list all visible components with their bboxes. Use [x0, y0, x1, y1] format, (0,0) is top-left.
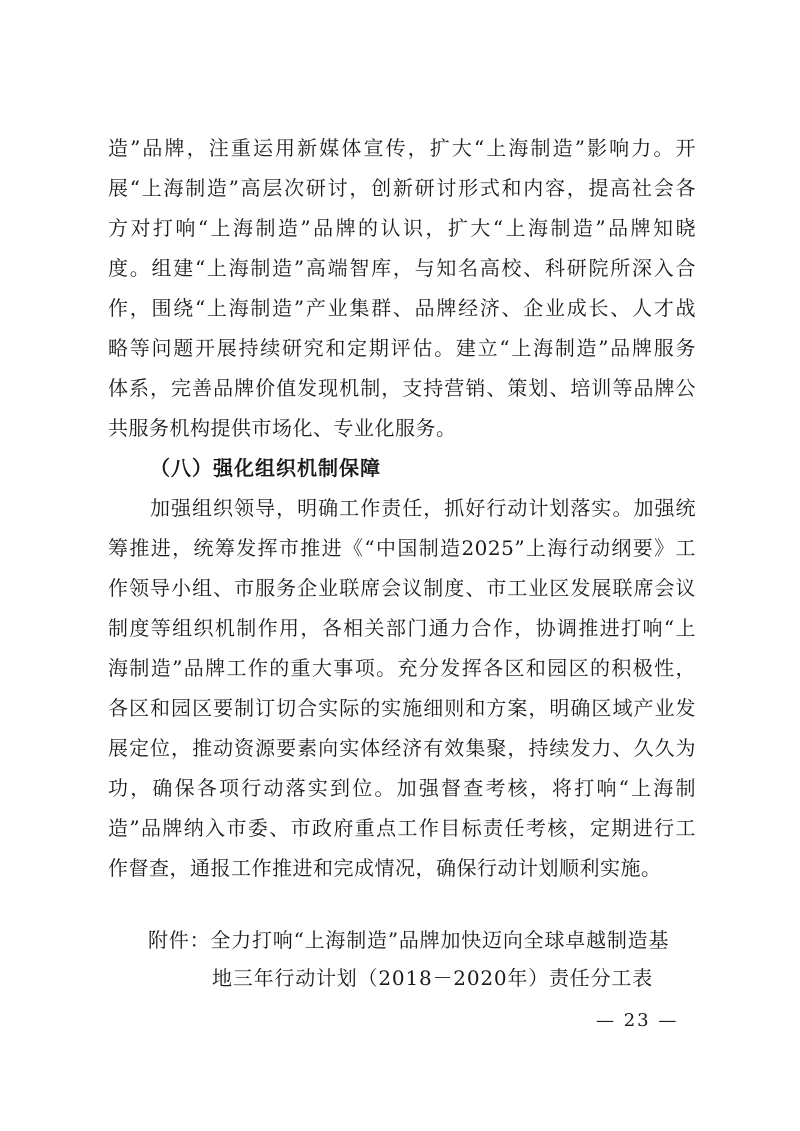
attachment-title-line1: 附件：全力打响“上海制造”品牌加快迈向全球卓越制造基	[148, 928, 670, 952]
paragraph-line: 作督查，通报工作推进和完成情况，确保行动计划顺利实施。	[108, 856, 662, 880]
section-heading: （八）强化组织机制保障	[150, 456, 381, 480]
paragraph-line: 展定位，推动资源要素向实体经济有效集聚，持续发力、久久为	[108, 736, 696, 760]
paragraph-line: 造”品牌，注重运用新媒体宣传，扩大“上海制造”影响力。开	[108, 136, 696, 160]
page-number: — 23 —	[596, 1010, 679, 1031]
paragraph-line: 展“上海制造”高层次研讨，创新研讨形式和内容，提高社会各	[108, 176, 696, 200]
paragraph-line: 略等问题开展持续研究和定期评估。建立“上海制造”品牌服务	[108, 336, 696, 360]
paragraph-line: 制度等组织机制作用，各相关部门通力合作，协调推进打响“上	[108, 616, 696, 640]
paragraph-line: 各区和园区要制订切合实际的实施细则和方案，明确区域产业发	[108, 696, 696, 720]
paragraph-line: 功，确保各项行动落实到位。加强督查考核，将打响“上海制	[108, 776, 696, 800]
paragraph-line: 造”品牌纳入市委、市政府重点工作目标责任考核，定期进行工	[108, 816, 696, 840]
paragraph-line: 方对打响“上海制造”品牌的认识，扩大“上海制造”品牌知晓	[108, 216, 696, 240]
paragraph-line: 筹推进，统筹发挥市推进《“中国制造2025”上海行动纲要》工	[108, 536, 696, 560]
paragraph-line: 体系，完善品牌价值发现机制，支持营销、策划、培训等品牌公	[108, 376, 696, 400]
paragraph-line: 共服务机构提供市场化、专业化服务。	[108, 416, 457, 440]
paragraph-line: 度。组建“上海制造”高端智库，与知名高校、科研院所深入合	[108, 256, 696, 280]
paragraph-line: 加强组织领导，明确工作责任，抓好行动计划落实。加强统	[150, 496, 696, 520]
attachment-title-line2: 地三年行动计划（2018－2020年）责任分工表	[212, 966, 653, 990]
paragraph-line: 海制造”品牌工作的重大事项。充分发挥各区和园区的积极性，	[108, 656, 696, 680]
paragraph-line: 作领导小组、市服务企业联席会议制度、市工业区发展联席会议	[108, 576, 696, 600]
paragraph-line: 作，围绕“上海制造”产业集群、品牌经济、企业成长、人才战	[108, 296, 696, 320]
